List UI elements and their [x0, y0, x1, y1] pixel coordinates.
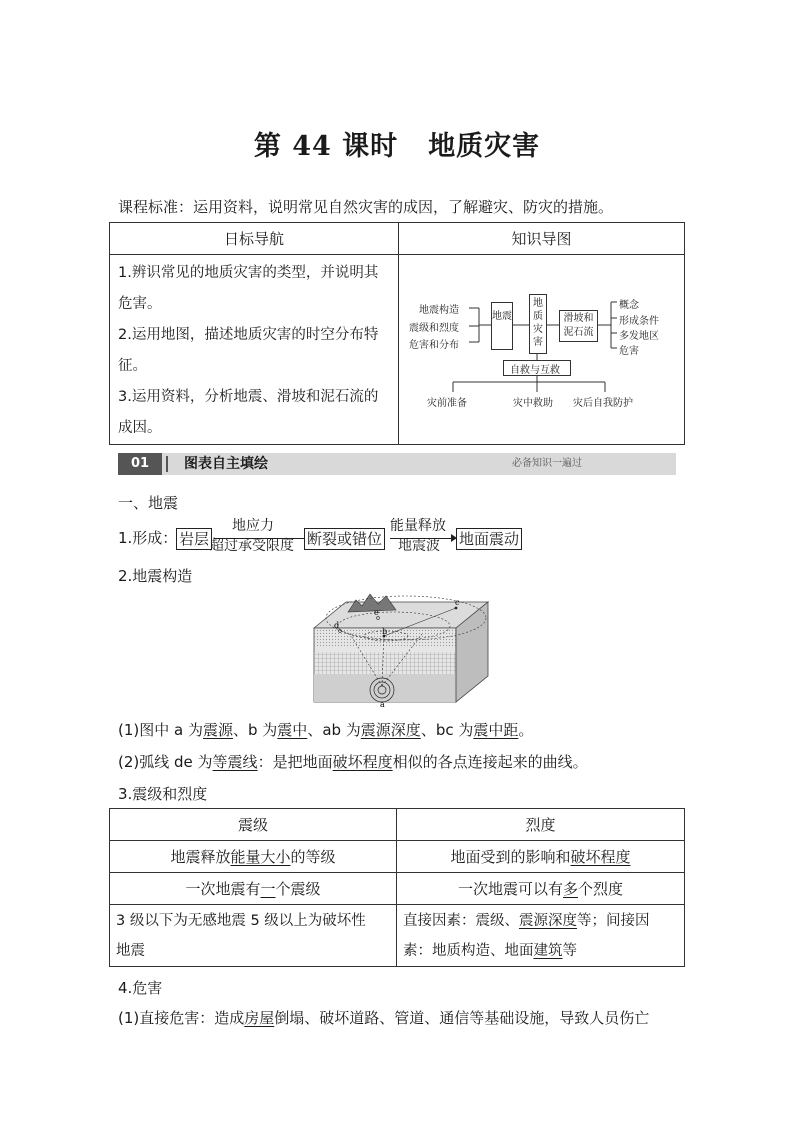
mindmap-item: 灾前准备	[427, 398, 467, 409]
table-cell: 一次地震可以有多个烈度	[397, 873, 685, 905]
table-header: 震级	[110, 809, 397, 841]
mindmap-box-landslide: 滑坡和泥石流	[559, 310, 598, 342]
goals-header: 日标导航	[110, 223, 399, 255]
formation-answer: 岩层	[176, 528, 212, 550]
label-a: a	[380, 700, 385, 708]
arrow-label-top: 能量释放	[390, 518, 446, 534]
formation-answer: 断裂或错位	[304, 528, 385, 550]
curriculum-standard: 课程标准：运用资料，说明常见自然灾害的成因，了解避灾、防灾的措施。	[118, 198, 614, 216]
label-d: d	[334, 621, 340, 630]
answer-blank: 房屋	[244, 1009, 275, 1027]
heading-structure: 2.地震构造	[118, 567, 193, 585]
question-1: (1)图中 a 为震源、b 为震中、ab 为震源深度、bc 为震中距。	[118, 721, 534, 739]
table-cell: 一次地震有一个震级	[110, 873, 397, 905]
goal-line: 1.辨识常见的地质灾害的类型，并说明其	[118, 265, 379, 281]
knowledge-mindmap	[399, 256, 683, 443]
goal-line: 危害。	[118, 296, 162, 312]
mindmap-item: 概念	[619, 300, 639, 311]
answer-blank: 等震线	[212, 753, 258, 771]
answer-blank: 震中	[277, 721, 308, 739]
table-cell: 地面受到的影响和破坏程度	[397, 841, 685, 873]
arrow-label-bottom: 地震波	[398, 538, 440, 554]
heading-magnitude: 3.震级和烈度	[118, 785, 208, 803]
table-cell: 3 级以下为无感地震 5 级以上为破坏性 地震	[110, 905, 397, 967]
earthquake-structure-figure	[310, 590, 490, 708]
formation-label: 1.形成：	[118, 529, 178, 547]
goal-line: 成因。	[118, 420, 162, 436]
formation-answer: 地面震动	[456, 528, 522, 550]
mindmap-item: 危害	[619, 346, 639, 357]
mindmap-cell	[399, 255, 685, 445]
answer-blank: 震中距	[473, 721, 519, 739]
heading-hazard: 4.危害	[118, 979, 163, 997]
goal-line: 征。	[118, 358, 147, 374]
magnitude-table	[109, 808, 685, 967]
label-e: e	[374, 608, 379, 617]
arrow-label-bottom: 超过承受限度	[210, 538, 294, 554]
mindmap-box-rescue: 自救与互救	[503, 360, 571, 376]
section-number: 01	[118, 453, 162, 475]
label-c: c	[455, 598, 460, 607]
table-cell: 直接因素：震级、震源深度等；间接因 素：地质构造、地面建筑等	[397, 905, 685, 967]
answer-blank: 破坏程度	[332, 753, 393, 771]
navigation-table	[109, 222, 685, 445]
answer-blank: 震源	[202, 721, 233, 739]
table-header: 烈度	[397, 809, 685, 841]
goals-cell	[110, 255, 399, 445]
mindmap-box-earthquake: 地震	[491, 302, 513, 350]
table-cell: 地震释放能量大小的等级	[110, 841, 397, 873]
mindmap-item: 多发地区	[619, 331, 659, 342]
mindmap-item: 震级和烈度	[409, 323, 459, 334]
mindmap-item: 灾后自我防护	[573, 398, 633, 409]
mindmap-item: 形成条件	[619, 316, 659, 327]
mindmap-box-geohazard: 地质灾害	[529, 294, 547, 354]
heading-earthquake: 一、地震	[118, 494, 179, 512]
formation-line	[118, 516, 558, 558]
section-subtitle: 必备知识一遍过	[512, 458, 582, 469]
goal-line: 3.运用资料，分析地震、滑坡和泥石流的	[118, 389, 379, 405]
mindmap-header: 知识导图	[399, 223, 685, 255]
goal-line: 2.运用地图，描述地质灾害的时空分布特	[118, 327, 379, 343]
page-title: 第 44 课时 地质灾害	[253, 131, 541, 162]
arrow-label-top: 地应力	[232, 518, 274, 534]
mindmap-item: 灾中救助	[513, 398, 553, 409]
question-2: (2)弧线 de 为等震线：是把地面破坏程度相似的各点连接起来的曲线。	[118, 753, 588, 771]
answer-blank: 震源深度	[360, 721, 421, 739]
mindmap-item: 地震构造	[419, 305, 459, 316]
label-b: b	[382, 627, 388, 636]
hazard-text: (1)直接危害：造成房屋倒塌、破坏道路、管道、通信等基础设施，导致人员伤亡	[118, 1009, 650, 1027]
mindmap-item: 危害和分布	[409, 340, 459, 351]
section-title: 图表自主填绘	[184, 456, 268, 472]
section-divider	[166, 456, 168, 472]
